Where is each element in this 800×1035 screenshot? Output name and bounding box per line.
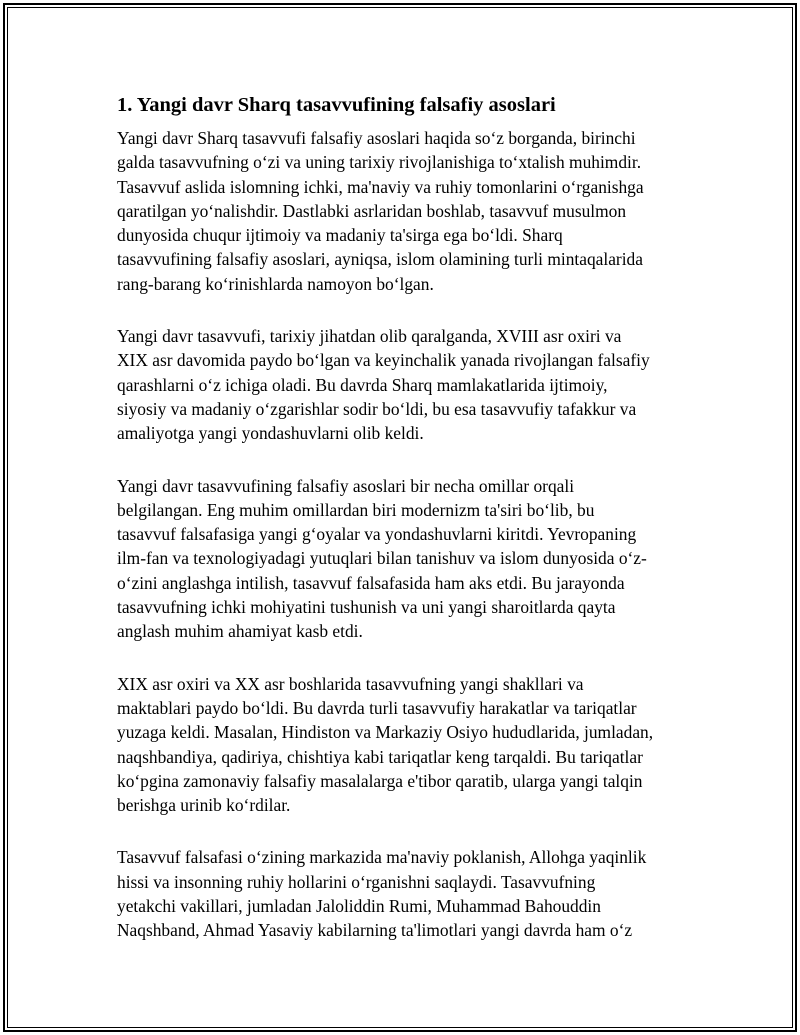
- text-line: ko‘pgina zamonaviy falsafiy masalalarga e'tibor qaratib, ularga yangi talqin: [117, 770, 643, 791]
- document-body: [117, 92, 689, 971]
- text-line: siyosiy va madaniy o‘zgarishlar sodir bo‘ldi, bu esa tasavvufiy tafakkur va: [117, 398, 637, 419]
- paragraph-1: [117, 126, 689, 296]
- text-line: Tasavvuf falsafasi o‘zining markazida ma'naviy poklanish, Allohga yaqinlik: [117, 847, 647, 868]
- text-line: dunyosida chuqur ijtimoiy va madaniy ta'sirga ega bo‘ldi. Sharq: [117, 225, 563, 246]
- text-line: XIX asr davomida paydo bo‘lgan va keyinchalik yanada rivojlangan falsafiy: [117, 350, 650, 371]
- text-line: tasavvuf falsafasiga yangi g‘oyalar va yondashuvlarni kiritdi. Yevropaning: [117, 524, 637, 545]
- text-line: amaliyotga yangi yondashuvlarni olib keldi.: [117, 423, 424, 444]
- text-line: Naqshband, Ahmad Yasaviy kabilarning ta'limotlari yangi davrda ham o‘z: [117, 920, 633, 941]
- paragraph-4: [117, 672, 689, 818]
- text-line: Yangi davr Sharq tasavvufi falsafiy asoslari haqida so‘z borganda, birinchi: [117, 128, 636, 148]
- text-line: tasavvufning ichki mohiyatini tushunish va uni yangi sharoitlarda qayta: [117, 597, 616, 618]
- text-line: yetakchi vakillari, jumladan Jaloliddin Rumi, Muhammad Bahouddin: [117, 896, 601, 917]
- text-line: ilm-fan va texnologiyadagi yutuqlari bilan tanishuv va islom dunyosida o‘z-: [117, 548, 647, 569]
- text-line: tasavvufining falsafiy asoslari, ayniqsa, islom olamining turli mintaqalarida: [117, 249, 643, 270]
- text-line: rang-barang ko‘rinishlarda namoyon bo‘lgan.: [117, 273, 434, 294]
- text-line: galda tasavvufning o‘zi va uning tarixiy rivojlanishiga to‘xtalish muhimdir.: [117, 152, 642, 173]
- text-line: o‘zini anglashga intilish, tasavvuf falsafasida ham aks etdi. Bu jarayonda: [117, 572, 625, 593]
- text-line: maktablari paydo bo‘ldi. Bu davrda turli tasavvufiy harakatlar va tariqatlar: [117, 697, 637, 718]
- paragraph-3: [117, 474, 689, 644]
- paragraph-5: [117, 845, 689, 942]
- text-line: Yangi davr tasavvufi, tarixiy jihatdan olib qaralganda, XVIII asr oxiri va: [117, 326, 622, 347]
- text-line: XIX asr oxiri va XX asr boshlarida tasavvufning yangi shakllari va: [117, 673, 584, 694]
- paragraph-2: [117, 324, 689, 445]
- text-line: anglash muhim ahamiyat kasb etdi.: [117, 621, 363, 642]
- text-line: qarashlarni o‘z ichiga oladi. Bu davrda Sharq mamlakatlarida ijtimoiy,: [117, 374, 608, 395]
- section-heading: 1. Yangi davr Sharq tasavvufining falsafiy asoslari: [117, 94, 556, 116]
- text-line: belgilangan. Eng muhim omillardan biri modernizm ta'siri bo‘lib, bu: [117, 499, 595, 520]
- text-line: berishga urinib ko‘rdilar.: [117, 795, 291, 816]
- text-line: qaratilgan yo‘nalishdir. Dastlabki asrlaridan boshlab, tasavvuf musulmon: [117, 200, 627, 221]
- text-line: Yangi davr tasavvufining falsafiy asoslari bir necha omillar orqali: [117, 475, 575, 496]
- text-line: naqshbandiya, qadiriya, chishtiya kabi tariqatlar keng tarqaldi. Bu tariqatlar: [117, 746, 643, 767]
- text-line: yuzaga keldi. Masalan, Hindiston va Markaziy Osiyo hududlarida, jumladan,: [117, 722, 654, 743]
- text-line: hissi va insonning ruhiy hollarini o‘rganishni saqlaydi. Tasavvufning: [117, 871, 596, 892]
- text-line: Tasavvuf aslida islomning ichki, ma'naviy va ruhiy tomonlarini o‘rganishga: [117, 176, 644, 197]
